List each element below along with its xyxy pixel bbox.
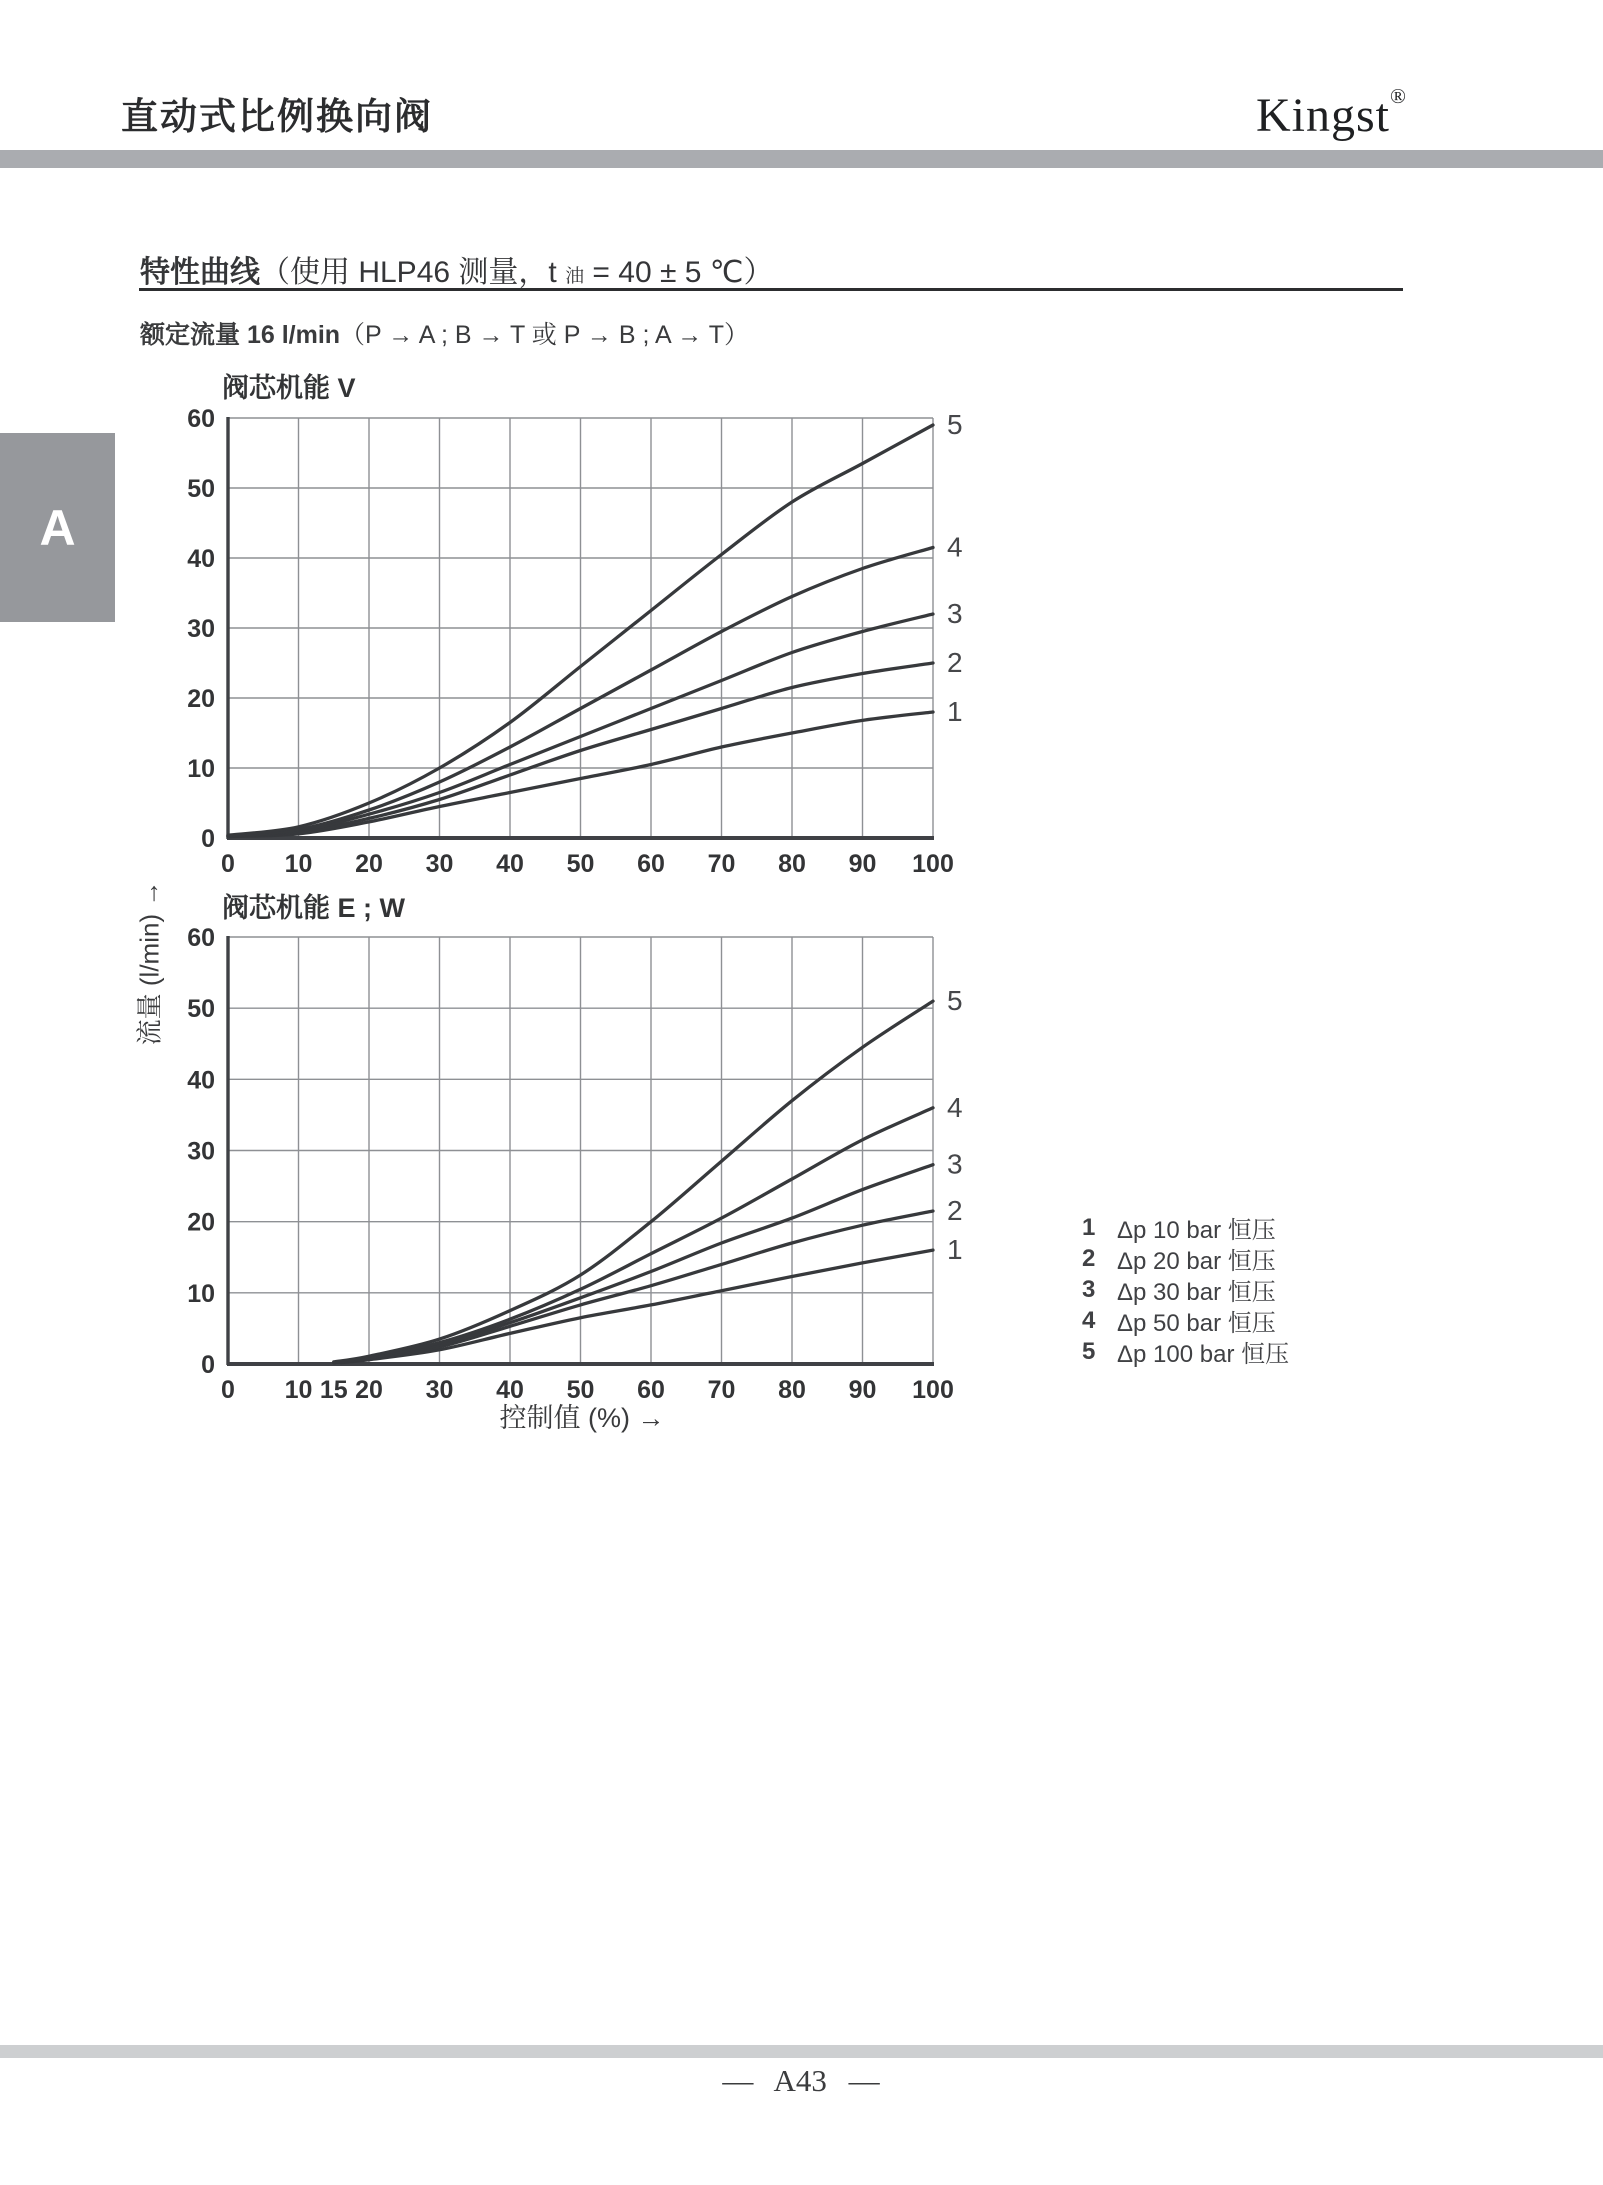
curve-dp-2 (334, 1211, 933, 1363)
legend-item (1082, 1212, 1289, 1243)
x-axis-label: 控制值 (%) → (499, 1403, 665, 1433)
x-tick-label: 30 (425, 1376, 454, 1404)
x-tick-label: 100 (912, 1376, 954, 1404)
page-number: — A43 — (722, 2063, 880, 2098)
legend-item (1082, 1336, 1289, 1367)
page-title: 直动式比例换向阀 (121, 96, 433, 137)
y-tick-label: 50 (187, 995, 215, 1024)
x-tick-label: 20 (355, 850, 383, 878)
legend-item-label: Δp 30 bar 恒压 (1117, 1279, 1276, 1306)
y-tick-label: 50 (187, 475, 215, 503)
x-tick-label: 90 (848, 1376, 877, 1404)
x-tick-label: 10 (284, 850, 313, 878)
x-tick-label: 90 (848, 850, 877, 878)
x-tick-label: 50 (566, 850, 595, 878)
legend-item (1082, 1305, 1289, 1336)
x-tick-label: 60 (637, 1376, 665, 1404)
legend-item-number: 2 (1082, 1244, 1096, 1272)
header-divider-bar (0, 150, 1603, 168)
section-title-rule (139, 288, 1403, 291)
curve-label-2: 2 (947, 1194, 963, 1226)
y-tick-label: 0 (201, 825, 215, 853)
curve-label-4: 4 (947, 1091, 963, 1123)
legend-item (1082, 1274, 1289, 1305)
brand-logo (1256, 84, 1407, 143)
y-tick-label: 60 (187, 405, 215, 433)
x-tick-label: 100 (912, 850, 954, 878)
x-tick-label: 40 (496, 850, 524, 878)
legend-item-number: 4 (1082, 1306, 1096, 1334)
x-tick-label: 15 (319, 1376, 348, 1404)
brand-name: Kingst (1256, 89, 1391, 142)
section-title-paren-post: = 40 ± 5 ℃） (584, 256, 774, 289)
section-title-subscript: 油 (565, 266, 585, 287)
legend-item-number: 3 (1082, 1275, 1096, 1303)
y-tick-label: 20 (187, 1208, 215, 1237)
x-tick-label: 70 (707, 1376, 736, 1404)
spool-v-chart-title: 阀芯机能 V (222, 373, 356, 403)
curve-label-5: 5 (947, 409, 963, 440)
x-tick-label: 80 (778, 1376, 806, 1404)
legend-item-label: Δp 10 bar 恒压 (1117, 1217, 1276, 1244)
x-tick-label: 80 (778, 850, 806, 878)
y-tick-label: 20 (187, 685, 215, 713)
spool-ew-chart-title: 阀芯机能 E ; W (222, 893, 405, 923)
curve-label-1: 1 (947, 696, 963, 727)
y-tick-label: 40 (187, 1066, 215, 1095)
curve-legend (1082, 1212, 1289, 1367)
y-tick-label: 10 (187, 755, 215, 783)
rated-flow-note (140, 315, 749, 351)
legend-item-label: Δp 100 bar 恒压 (1117, 1341, 1290, 1368)
rated-flow-paths: （P → A ; B → T 或 P → B ; A → T） (340, 321, 749, 349)
registered-mark: ® (1390, 84, 1407, 108)
rated-flow-bold: 额定流量 16 l/min (140, 321, 341, 349)
x-tick-label: 40 (496, 1376, 524, 1404)
y-tick-label: 40 (187, 545, 215, 573)
legend-item-label: Δp 50 bar 恒压 (1117, 1310, 1276, 1337)
y-tick-label: 30 (187, 615, 215, 643)
curve-label-3: 3 (947, 1148, 963, 1180)
x-tick-label: 70 (707, 850, 736, 878)
x-tick-label: 30 (425, 850, 454, 878)
spool-v-chart-svg (160, 400, 1160, 890)
x-tick-label: 50 (566, 1376, 595, 1404)
y-tick-label: 30 (187, 1137, 215, 1166)
legend-item-number: 1 (1082, 1213, 1096, 1241)
curve-label-1: 1 (947, 1234, 963, 1266)
section-title-paren-pre: （使用 HLP46 测量，t (260, 256, 566, 289)
legend-item-number: 5 (1082, 1337, 1096, 1365)
y-tick-label: 0 (201, 1351, 215, 1379)
y-tick-label: 60 (187, 924, 215, 952)
curve-label-4: 4 (947, 531, 963, 563)
curve-label-5: 5 (947, 985, 963, 1017)
legend-item (1082, 1243, 1289, 1274)
x-tick-label: 60 (637, 850, 665, 878)
x-tick-label: 10 (284, 1376, 313, 1404)
legend-item-label: Δp 20 bar 恒压 (1117, 1248, 1276, 1275)
footer-divider-bar (0, 2045, 1603, 2058)
y-axis-label: 流量 (l/min) → (134, 880, 165, 1046)
x-tick-label: 20 (355, 1376, 383, 1404)
y-tick-label: 10 (187, 1279, 215, 1308)
spool-ew-chart-svg (160, 920, 1160, 1425)
curve-label-2: 2 (947, 647, 963, 678)
x-tick-label: 0 (221, 1376, 235, 1404)
curve-label-3: 3 (947, 598, 963, 629)
x-tick-label: 0 (221, 850, 235, 878)
section-title-bold: 特性曲线 (140, 256, 260, 289)
section-title (140, 247, 774, 291)
section-tab-a: A (0, 433, 115, 622)
